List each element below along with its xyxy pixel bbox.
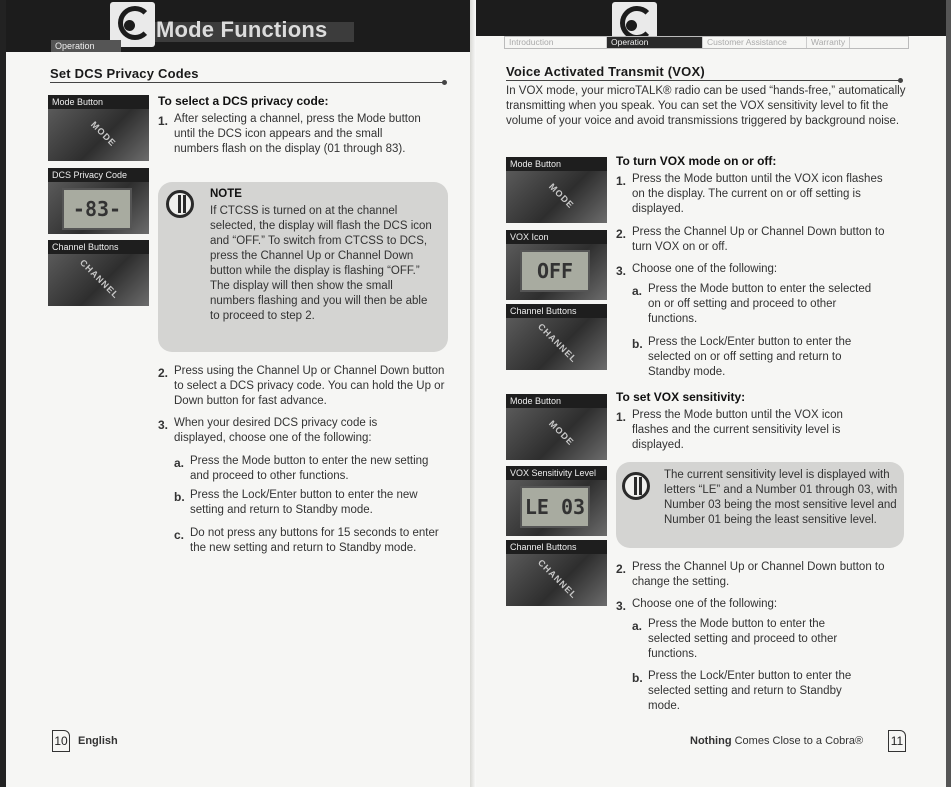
image-art-label: CHANNEL — [77, 257, 122, 301]
right-page — [476, 0, 951, 787]
vox-step-3-text: Choose one of the following: — [632, 263, 778, 275]
step-number: 2. — [616, 227, 627, 241]
lcd-display: LE 03 — [520, 486, 590, 528]
page-number: 11 — [888, 730, 906, 752]
intro-paragraph: In VOX mode, your microTALK® radio can be used “hands-free,” automatically transmitting when you speak. You can set the VOX sensitivity level to fit the volume of your voice and avoid transmissions triggered by background noise. — [506, 85, 906, 127]
section-rule — [506, 80, 900, 81]
note-icon — [166, 190, 194, 218]
vox-step-2-text: Press the Channel Up or Channel Down button to turn VOX on or off. — [632, 226, 885, 253]
image-art-label: CHANNEL — [535, 321, 580, 365]
header-bar — [6, 0, 476, 52]
step-3c-text: Do not press any buttons for 15 seconds to enter the new setting and return to Standby mode. — [190, 527, 439, 554]
channel-buttons-image — [48, 240, 149, 306]
step-letter: a. — [632, 619, 643, 633]
sens-step-2-text: Press the Channel Up or Channel Down button to change the setting. — [632, 561, 885, 588]
step-3-text: When your desired DCS privacy code is displayed, choose one of the following: — [174, 417, 378, 444]
note-text: If CTCSS is turned on at the channel selected, the display will flash the DCS icon and “OFF.” To switch from CTCSS to DCS, press the Channel Up or Channel Down button while the display is flashing “OFF.” The display will then show the small numbers flashing and you will then be able to proceed to step 2. — [210, 205, 432, 322]
tab-operation[interactable]: Operation — [607, 37, 703, 48]
step-number: 1. — [158, 114, 169, 128]
vox-icon-image — [506, 230, 607, 300]
note-box — [616, 462, 904, 548]
step-number: 2. — [158, 366, 169, 380]
lcd-display: -83- — [62, 188, 132, 230]
tab-customer-assistance[interactable]: Customer Assistance — [703, 37, 807, 48]
vox-step-1-text: Press the Mode button until the VOX icon flashes on the display. The current on or off setting is displayed. — [632, 173, 883, 215]
channel-buttons-image — [506, 304, 607, 370]
step-number: 3. — [158, 418, 169, 432]
sens-step-3-text: Choose one of the following: — [632, 598, 778, 610]
note-label: NOTE — [210, 188, 242, 200]
channel-buttons-image — [506, 540, 607, 606]
step-letter: b. — [632, 671, 643, 685]
image-caption: Channel Buttons — [48, 240, 149, 254]
step-letter: b. — [174, 490, 185, 504]
image-caption: Mode Button — [48, 95, 149, 109]
step-3a-text: Press the Mode button to enter the new setting and proceed to other functions. — [190, 455, 429, 482]
image-caption: Channel Buttons — [506, 540, 607, 554]
instruction-heading: To select a DCS privacy code: — [158, 94, 329, 108]
tab-introduction[interactable]: Introduction — [505, 37, 607, 48]
instruction-heading: To turn VOX mode on or off: — [616, 154, 777, 168]
vox-step-3a-text: Press the Mode button to enter the selected on or off setting and proceed to other functions. — [648, 283, 872, 325]
image-art-label: MODE — [547, 181, 576, 211]
page-number: 10 — [52, 730, 70, 752]
footer-language: English — [78, 735, 118, 747]
mode-button-image — [506, 394, 607, 460]
sens-step-1-text: Press the Mode button until the VOX icon flashes and the current sensitivity level is displayed. — [632, 409, 843, 451]
header-bar — [476, 0, 951, 36]
image-caption: VOX Sensitivity Level — [506, 466, 607, 480]
step-2-text: Press using the Channel Up or Channel Down button to select a DCS privacy code. You can hold the Up or Down button for fast advance. — [174, 365, 445, 407]
step-number: 3. — [616, 599, 627, 613]
note-text: The current sensitivity level is displayed with letters “LE” and a Number 01 through 03, with Number 03 being the most sensitive level and Number 01 being the least sensitive level. — [664, 469, 898, 526]
image-caption: Mode Button — [506, 394, 607, 408]
step-number: 3. — [616, 264, 627, 278]
footer-rest: Comes Close to a Cobra® — [734, 735, 864, 747]
image-caption: VOX Icon — [506, 230, 607, 244]
sens-step-3a-text: Press the Mode button to enter the selected setting and proceed to other functions. — [648, 618, 838, 660]
image-caption: DCS Privacy Code — [48, 168, 149, 182]
instruction-heading: To set VOX sensitivity: — [616, 390, 746, 404]
image-art-label: MODE — [89, 119, 118, 149]
image-caption: Mode Button — [506, 157, 607, 171]
image-caption: Channel Buttons — [506, 304, 607, 318]
section-title: Voice Activated Transmit (VOX) — [506, 64, 705, 79]
tab-bar — [504, 36, 909, 49]
step-number: 1. — [616, 174, 627, 188]
footer-bold: Nothing — [690, 735, 732, 747]
step-letter: a. — [632, 284, 643, 298]
vox-sensitivity-level-image — [506, 466, 607, 536]
page-title: Mode Functions — [156, 17, 328, 42]
dcs-privacy-code-image — [48, 168, 149, 234]
step-letter: c. — [174, 528, 185, 542]
tab-warranty[interactable]: Warranty — [807, 37, 850, 48]
tab-operation[interactable]: Operation — [51, 40, 121, 52]
section-title: Set DCS Privacy Codes — [50, 66, 199, 81]
step-letter: b. — [632, 337, 643, 351]
note-box — [158, 182, 448, 352]
step-number: 1. — [616, 410, 627, 424]
note-icon — [622, 472, 650, 500]
sens-step-3b-text: Press the Lock/Enter button to enter the selected setting and return to Standby mode. — [648, 670, 852, 712]
step-3b-text: Press the Lock/Enter button to enter the new setting and return to Standby mode. — [190, 489, 418, 516]
step-number: 2. — [616, 562, 627, 576]
lcd-display: OFF — [520, 250, 590, 292]
image-art-label: CHANNEL — [535, 557, 580, 601]
image-art-label: MODE — [547, 418, 576, 448]
step-letter: a. — [174, 456, 185, 470]
vox-step-3b-text: Press the Lock/Enter button to enter the selected on or off setting and return to Standby mode. — [648, 336, 852, 378]
step-1-text: After selecting a channel, press the Mode button until the DCS icon appears and the small numbers flash on the display (01 through 83). — [174, 113, 421, 155]
mode-button-image — [506, 157, 607, 223]
section-rule — [50, 82, 444, 83]
footer-tagline — [690, 735, 863, 747]
mode-button-image — [48, 95, 149, 161]
